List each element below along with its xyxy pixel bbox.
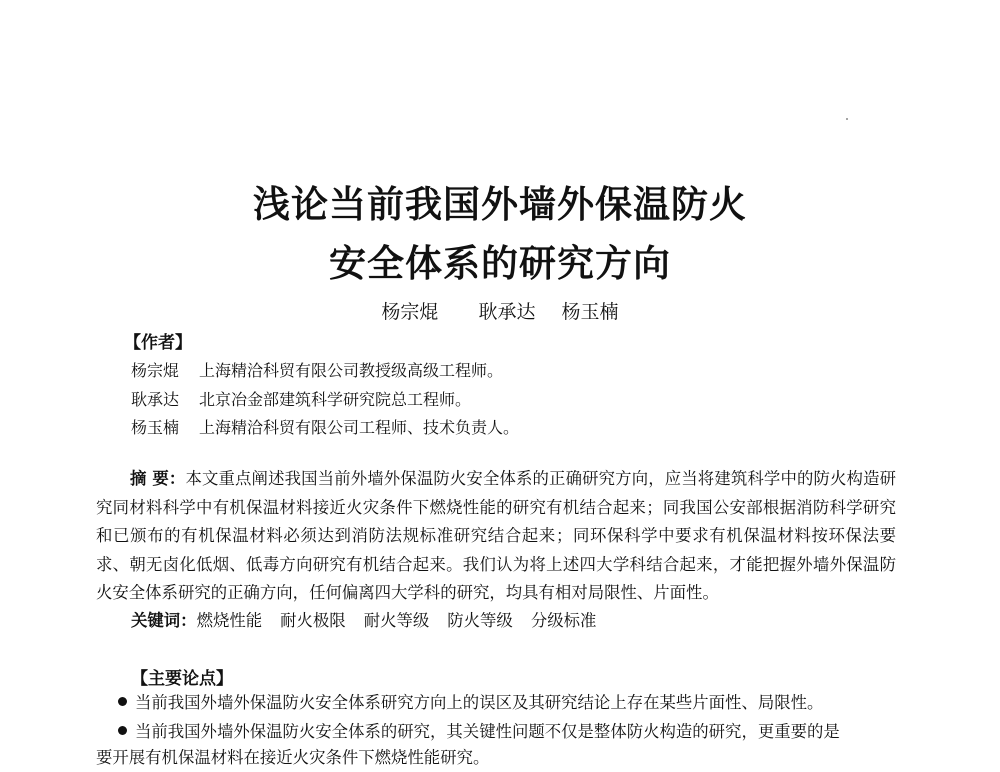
author-name: 杨玉楠	[131, 418, 180, 437]
author-name: 杨宗焜	[131, 361, 180, 380]
abstract-text: 本文重点阐述我国当前外墙外保温防火安全体系的正确研究方向，应当将建筑科学中的防火构造研究同材料科学中有机保温材料接近火灾条件下燃烧性能的研究有机结合起来；同我国公安部根据消防科学研究和已颁布的有机保温材料必须达到消防法规标准研究结合起来；同环保科学中要求有机保温材料按环保法要求、朝无卤化低烟、低毒方向研究有机结合起来。我们认为将上述四大学科结合起来，才能把握外墙外保温防火安全体系研究的正确方向，任何偏离四大学科的研究，均具有相对局限性、片面性。	[96, 469, 896, 603]
byline-author: 杨玉楠	[561, 301, 619, 323]
author-entry	[131, 358, 503, 381]
byline	[0, 297, 1000, 324]
keyword: 防火等级	[447, 611, 513, 630]
keyword: 耐火极限	[280, 611, 346, 630]
author-desc: 上海精洽科贸有限公司工程师、技术负责人。	[199, 418, 520, 437]
main-point-text: 当前我国外墙外保温防火安全体系的研究，其关键性问题不仅是整体防火构造的研究，更重要的是	[135, 722, 840, 741]
author-entry	[131, 387, 471, 410]
bullet-icon	[118, 726, 127, 735]
keyword: 耐火等级	[363, 611, 430, 630]
main-points-heading: 【主要论点】	[131, 669, 233, 689]
author-desc: 北京冶金部建筑科学研究院总工程师。	[199, 390, 472, 409]
authors-heading: 【作者】	[124, 333, 192, 353]
byline-author: 耿承达	[478, 301, 536, 323]
main-point-continuation: 要开展有机保温材料在接近火灾条件下燃烧性能研究。	[96, 748, 490, 767]
author-name: 耿承达	[131, 390, 180, 409]
paper-title-line-1: 浅论当前我国外墙外保温防火	[253, 183, 747, 226]
keywords-line	[131, 607, 614, 631]
main-point-item	[118, 689, 898, 717]
author-entry	[131, 415, 519, 438]
abstract-paragraph	[96, 465, 896, 608]
byline-author: 杨宗焜	[381, 301, 439, 323]
abstract-label: 摘 要：	[130, 469, 186, 488]
main-point-item	[118, 718, 898, 746]
keywords-label: 关键词：	[131, 611, 197, 630]
paper-title-line-2: 安全体系的研究方向	[329, 242, 671, 285]
keyword: 燃烧性能	[196, 611, 263, 630]
keyword: 分级标准	[530, 611, 597, 630]
bullet-icon	[118, 697, 127, 706]
scan-speck	[846, 118, 848, 120]
author-desc: 上海精洽科贸有限公司教授级高级工程师。	[199, 361, 504, 380]
main-point-text: 当前我国外墙外保温防火安全体系研究方向上的误区及其研究结论上存在某些片面性、局限性。	[135, 693, 824, 712]
